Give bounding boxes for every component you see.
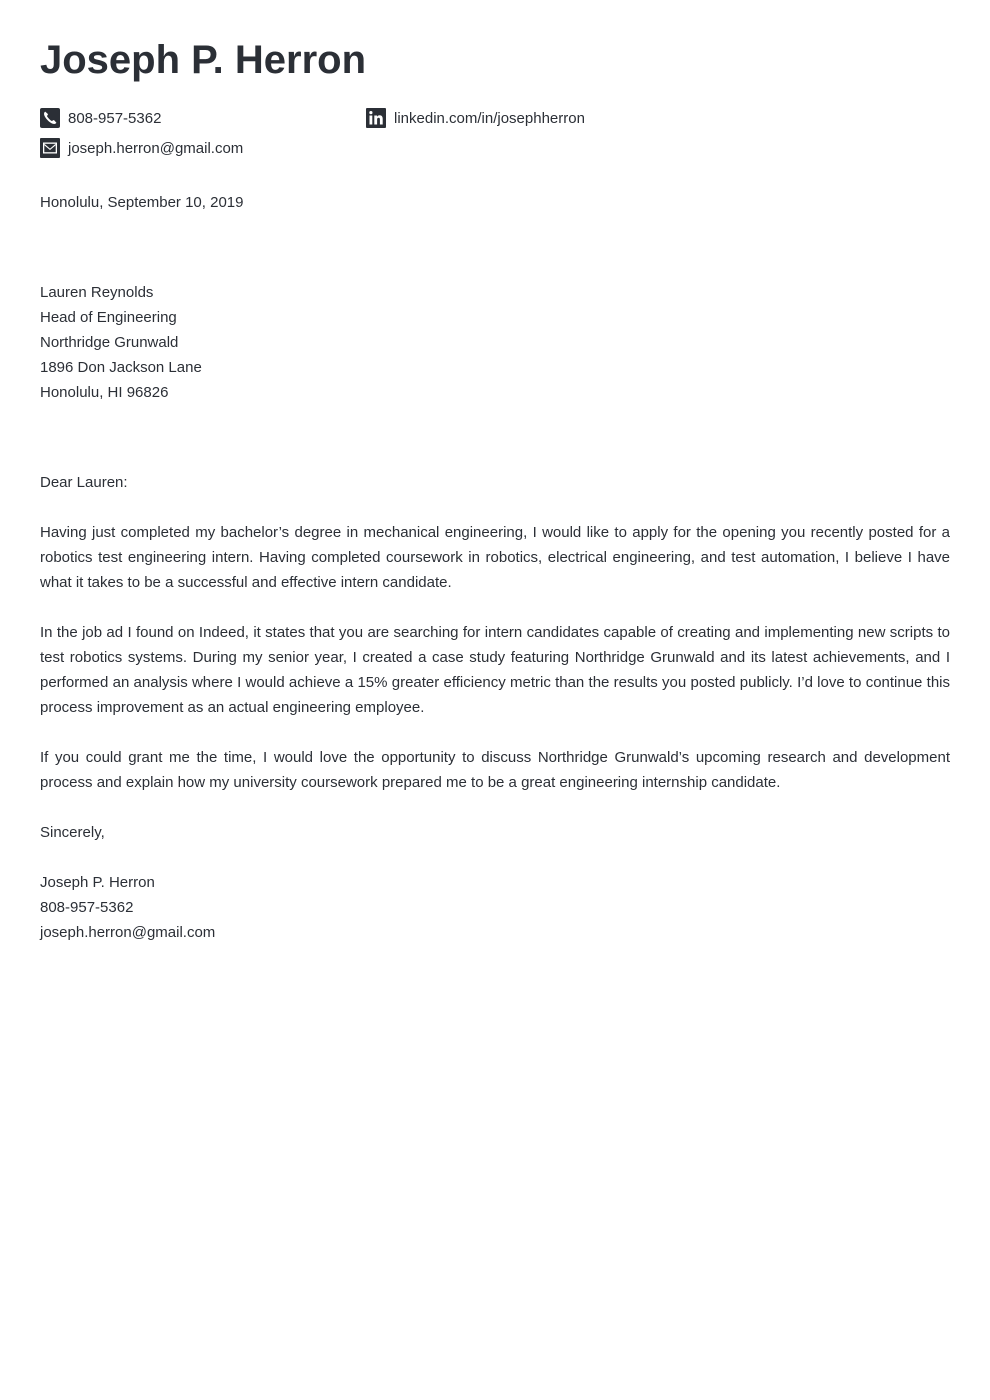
recipient-block	[40, 280, 202, 405]
signature-block	[40, 870, 950, 945]
salutation: Dear Lauren:	[40, 474, 128, 491]
linkedin-link[interactable]: linkedin.com/in/josephherron	[394, 109, 585, 127]
recipient-street: 1896 Don Jackson Lane	[40, 359, 202, 376]
signature-email: joseph.herron@gmail.com	[40, 924, 216, 941]
letter-body	[40, 470, 950, 945]
body-paragraph: If you could grant me the time, I would love the opportunity to discuss Northridge Grunwald’s upcoming research and development process and explain how my university coursework prepared me to be a great engineering internship candidate.	[40, 749, 950, 791]
email-link[interactable]: joseph.herron@gmail.com	[68, 139, 244, 157]
applicant-name: Joseph P. Herron	[40, 38, 367, 82]
contact-email	[40, 138, 243, 158]
closing: Sincerely,	[40, 824, 105, 841]
linkedin-icon	[366, 108, 386, 128]
recipient-company: Northridge Grunwald	[40, 334, 179, 351]
recipient-title: Head of Engineering	[40, 309, 177, 326]
letter-date: Honolulu, September 10, 2019	[40, 194, 244, 211]
recipient-name: Lauren Reynolds	[40, 284, 154, 301]
signature-name: Joseph P. Herron	[40, 874, 155, 891]
recipient-city: Honolulu, HI 96826	[40, 384, 169, 401]
contact-linkedin	[366, 108, 585, 128]
body-paragraph: Having just completed my bachelor’s degree in mechanical engineering, I would like to apply for the opening you recently posted for a robotics test engineering intern. Having completed coursework in robotics, electrical engineering, and test automation, I believe I have what it takes to be a successful and effective intern candidate.	[40, 524, 950, 591]
contact-phone	[40, 108, 161, 128]
envelope-icon	[40, 138, 60, 158]
phone-link[interactable]: 808-957-5362	[68, 109, 162, 127]
signature-phone: 808-957-5362	[40, 899, 134, 916]
phone-icon	[40, 108, 60, 128]
body-paragraph: In the job ad I found on Indeed, it states that you are searching for intern candidates capable of creating and implementing new scripts to test robotics systems. During my senior year, I created a case study featuring Northridge Grunwald and its latest achievements, and I performed an analysis where I would achieve a 15% greater efficiency metric than the results you posted publicly. I’d love to continue this process improvement as an actual engineering employee.	[40, 624, 950, 716]
